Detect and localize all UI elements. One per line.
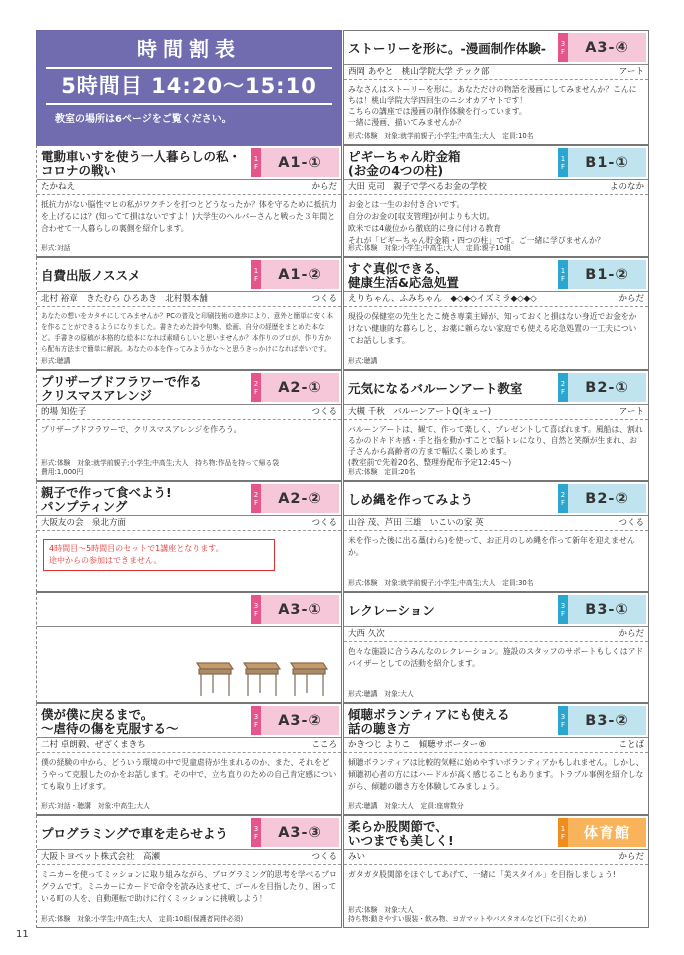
floor-badge: 2 F — [251, 373, 261, 402]
presenter-row — [344, 65, 648, 80]
class-card-a3-1[interactable] — [36, 592, 342, 703]
class-description: ミニカーを使ってミッションに取り組みながら、プログラミング的思考を学べるプログラムです。ミニカーにカードで命令を読み込ませて、ゴールを目指したり、困っている町の人を、自動運転で助けに行くミッションに挑戦しよう！ — [41, 870, 337, 903]
class-title: 親子で作って食べよう! パンプティング — [41, 485, 172, 514]
presenter-name: 的場 知佐子 — [41, 407, 87, 417]
presenter-name: 北村 裕章 きたむら ひろあき 北村製本舗 — [41, 294, 208, 304]
class-description: 僕の経験の中から、どういう環境の中で児童虐待が生まれるのか、また、それをどうやって克服したのかをお話します。その中で、立ち直りのための自己肯定感についても取り上げます。 — [41, 758, 337, 791]
presenter-name: みい — [348, 852, 366, 862]
presenter-row — [344, 850, 648, 865]
room-label: A3-③ — [261, 818, 339, 847]
category-label: つくる — [311, 852, 337, 862]
presenter-row — [344, 738, 648, 753]
class-title: すぐ真似できる、 健康生活&応急処置 — [348, 261, 459, 290]
category-label: からだ — [618, 852, 644, 862]
floor-badge: 2 F — [558, 484, 568, 513]
floor-badge: 3 F — [251, 595, 261, 624]
presenter-name: 大西 久次 — [348, 629, 385, 639]
title-bar — [344, 371, 648, 405]
floor-badge: 1 F — [558, 148, 568, 177]
period-time: 5時間目 14:20〜15:10 — [46, 67, 332, 105]
title-bar — [37, 371, 341, 405]
class-description: バルーンアートは、観て、作って楽しく、プレゼントして喜ばれます。風船は、割れるかのドキドキ感・手と指を動かすことで脳トレになり、自然と笑顔が生まれ、お子さんから高齢者の方まで幅広く楽しめます。 (教室前で先着20名、整理券配布予定12:45〜) — [348, 425, 643, 467]
class-description: 現役の保健室の先生とたこ焼き専業主婦が、知っておくと損はない身近でお金をかけない健康的な暮らしと、お薬に頼らない家庭でも使える応急処置の一工夫についてお話しします。 — [348, 312, 637, 345]
title-bar — [344, 482, 648, 516]
class-meta: 形式:体験 対象:小学生;中高生;大人 定員:10組(保護者同伴必須) — [41, 915, 244, 923]
floor-badge: 3 F — [558, 595, 568, 624]
room-label: 体育館 — [568, 818, 646, 847]
class-card-a3-4[interactable] — [343, 30, 649, 145]
presenter-row — [344, 292, 648, 307]
floor-badge: 3 F — [251, 818, 261, 847]
class-title: 傾聴ボランティアにも使える 話の聴き方 — [348, 707, 510, 736]
room-label: B3-② — [568, 706, 646, 735]
presenter-row — [37, 516, 341, 531]
floor-badge: 1 F — [251, 148, 261, 177]
class-meta: 形式:体験 対象:就学前親子;小学生;中高生;大人 定員:30名 — [348, 579, 534, 587]
presenter-row — [37, 405, 341, 420]
floor-badge: 2 F — [558, 373, 568, 402]
presenter-row — [344, 180, 648, 195]
presenter-name: えりちゃん、ふみちゃん ◆◇◆◇イズミラ◆◇◆◇ — [348, 294, 537, 304]
category-label: アート — [618, 67, 644, 77]
left-column — [36, 30, 342, 923]
class-meta: 形式:聴講 対象:大人 — [348, 690, 414, 698]
title-bar — [37, 482, 341, 516]
class-card-b2-1[interactable] — [343, 370, 649, 481]
room-label: A3-① — [261, 595, 339, 624]
category-label: からだ — [618, 629, 644, 639]
presenter-name: 二村 卓朗毅、ぜざくまきち — [41, 740, 146, 750]
room-label: A1-② — [261, 260, 339, 289]
page-number: 11 — [16, 929, 29, 940]
floor-badge: 3 F — [251, 706, 261, 735]
class-card-gym[interactable] — [343, 815, 649, 928]
class-description: プリザーブドフラワーで、クリスマスアレンジを作ろう。 — [41, 425, 242, 434]
class-meta: 形式:体験 対象:小学生;中高生;大人 定員:親子10組 — [348, 244, 511, 252]
room-label: B1-① — [568, 148, 646, 177]
class-card-b3-1[interactable] — [343, 592, 649, 703]
class-title: 元気になるバルーンアート教室 — [348, 381, 523, 396]
title-bar — [37, 816, 341, 850]
presenter-name: 大田 克司 親子で学べるお金の学校 — [348, 182, 487, 192]
title-bar — [37, 146, 341, 180]
class-card-b2-2[interactable] — [343, 481, 649, 592]
class-card-a3-2[interactable] — [36, 703, 342, 815]
class-card-b1-1[interactable] — [343, 145, 649, 257]
room-label: A3-② — [261, 706, 339, 735]
class-title: 自費出版ノススメ — [41, 268, 141, 283]
class-title: 電動車いすを使う一人暮らしの私・ コロナの戦い — [41, 149, 242, 178]
title-bar — [344, 258, 648, 292]
presenter-row — [37, 738, 341, 753]
category-label: つくる — [311, 407, 337, 417]
class-title: レクレーション — [348, 603, 435, 618]
presenter-name: かきつじ よりこ 傾聴サポーター® — [348, 740, 487, 750]
class-card-a2-2[interactable] — [36, 481, 342, 592]
class-card-a1-2[interactable] — [36, 257, 342, 370]
classroom-note: 教室の場所は6ページをご覧ください。 — [55, 114, 232, 125]
category-label: こころ — [311, 740, 337, 750]
page-title: 時間割表 — [137, 37, 241, 61]
class-card-b1-2[interactable] — [343, 257, 649, 370]
title-bar — [344, 704, 648, 738]
presenter-row — [344, 627, 648, 642]
title-bar — [344, 146, 648, 180]
floor-badge: 1 F — [558, 260, 568, 289]
category-label: からだ — [311, 182, 337, 192]
category-label: ことば — [618, 740, 644, 750]
title-bar — [344, 593, 648, 627]
title-bar — [37, 593, 341, 627]
school-desks-illustration — [187, 651, 337, 701]
class-title: 柔らか股関節で、 いつまでも美しく! — [348, 819, 454, 848]
class-description: みなさんはストーリーを形に。あなただけの物語を漫画にしてみませんか？こんにちは！桃山学院大学四回生のニシオカアヤトです！ こちらの講座では漫画の制作体験を行っています。 一緒に漫画、描いてみませんか？ — [348, 85, 637, 127]
presenter-name: 西岡 あやと 桃山学院大学 テック部 — [348, 67, 490, 77]
category-label: からだ — [618, 294, 644, 304]
title-bar — [344, 816, 648, 850]
class-title: プログラミングで車を走らせよう — [41, 826, 228, 841]
presenter-row — [344, 405, 648, 420]
class-meta: 形式:聴講 対象:大人 定員:座席数分 — [348, 802, 464, 810]
class-meta: 形式:対話・聴講 対象:中高生;大人 — [41, 802, 150, 810]
room-label: A2-① — [261, 373, 339, 402]
class-title: 僕が僕に戻るまで。 〜虐待の傷を克服する〜 — [41, 707, 179, 736]
presenter-name: たかねえ — [41, 182, 76, 192]
class-title: ピギーちゃん貯金箱 (お金の4つの柱) — [348, 149, 461, 178]
floor-badge: 1 F — [558, 818, 568, 847]
timetable-header — [36, 30, 342, 155]
presenter-row — [344, 516, 648, 531]
class-title: しめ縄を作ってみよう — [348, 492, 474, 507]
room-label: A1-① — [261, 148, 339, 177]
category-label: つくる — [311, 294, 337, 304]
presenter-row — [37, 627, 341, 642]
room-label: A3-④ — [568, 33, 646, 62]
floor-badge: 1 F — [251, 260, 261, 289]
class-description: ガタガタ股関節をほぐしてあげて、一緒に「美スタイル」を目指しましょう! — [348, 870, 616, 879]
class-meta: 形式:体験 対象:大人 持ち物:動きやすい服装・飲み物、ヨガマットやバスタオルなど(下に引くため) — [348, 906, 587, 923]
class-description: 米を作った後に出る藁(わら)を使って、お正月のしめ縄を作って新年を迎えませんか。 — [348, 536, 635, 557]
class-description: お金とは一生のお付き合いです。 自分のお金の[収支管理]が何よりも大切。 欧米では4歳位から徹底的に身に付ける教育 それが「ピギーちゃん貯金箱・四つの柱」です。ご一緒に学びませんか？ — [348, 200, 605, 245]
title-bar — [37, 704, 341, 738]
room-label: B2-② — [568, 484, 646, 513]
presenter-name: 大阪トヨペット株式会社 高瀬 — [41, 852, 161, 862]
category-label: つくる — [618, 518, 644, 528]
class-description: 抵抗力がない脳性マヒの私がワクチンを打つとどうなったか？体を守るために抵抗力を上げるには？(知ってて損はないですよ！)大学生のヘルパーさんと戦った３年間と合わせて一人暮らしの裏側を紹介します。 — [41, 200, 337, 233]
class-card-a3-3[interactable] — [36, 815, 342, 928]
title-bar — [37, 258, 341, 292]
floor-badge: 3 F — [558, 706, 568, 735]
class-title: プリザーブドフラワーで作る クリスマスアレンジ — [41, 374, 202, 403]
class-meta: 形式:体験 定員:20名 — [348, 468, 416, 476]
class-title — [37, 593, 251, 626]
room-label: B2-① — [568, 373, 646, 402]
room-label: B1-② — [568, 260, 646, 289]
category-label: つくる — [311, 518, 337, 528]
class-card-a2-1[interactable] — [36, 370, 342, 481]
class-card-b3-2[interactable] — [343, 703, 649, 815]
class-meta: 形式:体験 対象:就学前親子;小学生;中高生;大人 持ち物:作品を持って帰る袋 費用:1,000円 — [41, 459, 280, 476]
room-label: B3-① — [568, 595, 646, 624]
class-description: 傾聴ボランティアは比較的気軽に始めやすいボランティアかもしれません。しかし、傾聴初心者の方にはハードルが高く感じることもあります。トラブル事例を紹介しながら、傾聴の聴き方を体験してみましょう。 — [348, 758, 644, 791]
presenter-name: 大槻 千秋 バルーンアートQ(キュー) — [348, 407, 492, 417]
presenter-name: 大阪友の会 泉北方面 — [41, 518, 127, 528]
participation-notice: 4時間目〜5時間目のセットで1講座となります。 途中からの参加はできません。 — [43, 539, 275, 571]
class-description: 色々な施設に合うみんなのレクレーション。施設のスタッフのサポートもしくはアドバイザーとしての活動を紹介します。 — [348, 647, 644, 668]
category-label: アート — [618, 407, 644, 417]
floor-badge: 2 F — [251, 484, 261, 513]
floor-badge: 3 F — [558, 33, 568, 62]
presenter-name: 山谷 茂、芦田 三雄 いこいの家 英 — [348, 518, 484, 528]
class-description: あなたの想いをカタチにしてみませんか？PCの普及と印刷技術の進歩により、意外と簡単に安く本を作ることができるようになりました。書きためた詩や句集、絵画、自分の経歴をまとめた本など。手書きの原稿が本格的な絵本になれば素晴らしいと思いませんか？本作りのプロが、作り方から配布方法まで簡単に解説。あなたの本を作ってみようかな〜と思うきっかけになれば幸いです。 — [41, 312, 334, 353]
presenter-row — [37, 180, 341, 195]
room-label: A2-② — [261, 484, 339, 513]
presenter-row — [37, 850, 341, 865]
class-card-a1-1[interactable] — [36, 145, 342, 257]
class-meta: 形式:対話 — [41, 244, 71, 252]
class-meta: 形式:聴講 — [41, 357, 71, 365]
category-label: よのなか — [609, 182, 644, 192]
presenter-row — [37, 292, 341, 307]
class-meta: 形式:聴講 — [348, 357, 378, 365]
class-title: ストーリーを形に。-漫画制作体験- — [348, 41, 546, 56]
title-bar — [344, 31, 648, 65]
class-meta: 形式:体験 対象:就学前親子;小学生;中高生;大人 定員:10名 — [348, 132, 534, 140]
